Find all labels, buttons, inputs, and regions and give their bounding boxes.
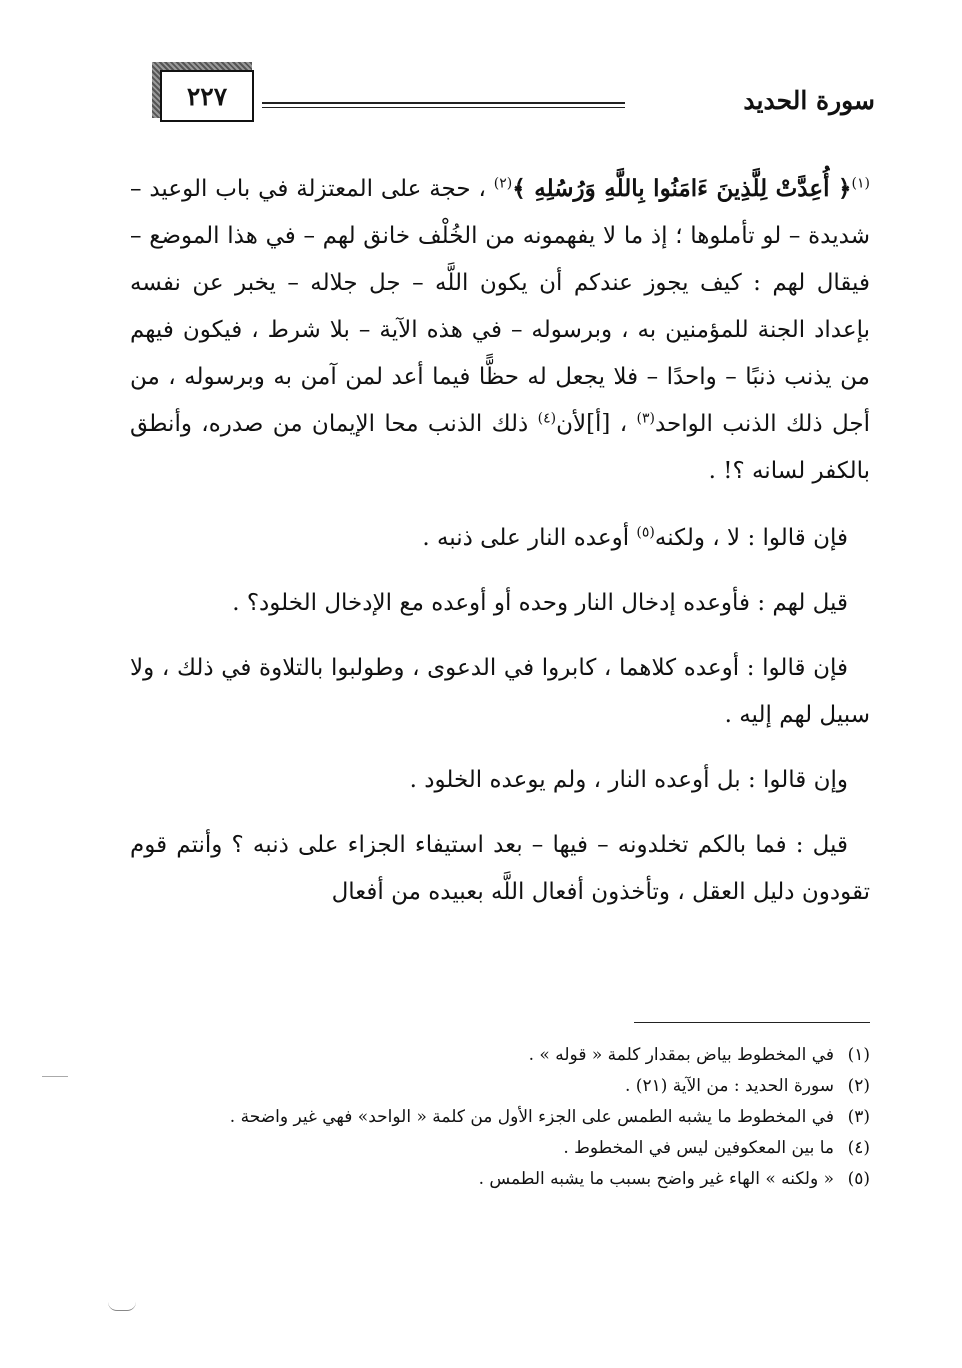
footnote-text: في المخطوط بياض بمقدار كلمة « قوله » . (528, 1045, 834, 1065)
paragraph-5: وإن قالوا : بل أوعده النار ، ولم يوعده الخلود . (409, 767, 848, 793)
footnote-3 (130, 1102, 870, 1133)
page-number-box (152, 62, 258, 124)
footnote-text: في المخطوط ما يشبه الطمس على الجزء الأول من كلمة « الواحد» فهي غير واضحة . (229, 1107, 834, 1127)
page-header (140, 62, 875, 132)
paragraph-1-text-a: ، حجة على المعتزلة في باب الوعيد – شديدة – لو تأملوها ؛ إذ ما لا يفهمونه من الخُلْف خانق لهم – في هذا الموضع – فيقال لهم : كيف يجوز عندكم أن يكون اللَّه – جل جلاله – يخبر عن نفسه بإعداد الجنة للمؤمنين به ، وبرسوله – في هذه الآية – بلا شرط ، فيكون فيهم من يذنب ذنبًا – واحدًا – فلا يجعل له حظًّا فيما أعد لمن آمن به وبرسوله ، من أجل ذلك الذنب الواحد (130, 176, 870, 437)
footnote-1 (130, 1040, 870, 1071)
paragraph-2-text-a: فإن قالوا : لا ، ولكنه (654, 525, 848, 551)
footnote-ref-4: (٤) (537, 410, 557, 427)
paragraph-4: فإن قالوا : أوعده كلاهما ، كابروا في الدعوى ، وطولبوا بالتلاوة في ذلك ، ولا سبيل لهم إليه . (130, 655, 870, 728)
quran-verse: ﴿ أُعِدَّتْ لِلَّذِينَ ءَامَنُوا بِاللَّهِ وَرُسُلِهِ ﴾ (512, 175, 852, 202)
footnote-number: (٥) (847, 1169, 870, 1189)
footnote-2 (130, 1071, 870, 1102)
footnote-4 (130, 1133, 870, 1164)
paragraph-3: قيل لهم : فأوعده إدخال النار وحده أو أوعده مع الإدخال الخلود؟ . (232, 590, 848, 616)
scan-mark (42, 1076, 68, 1077)
footnote-text: سورة الحديد : من الآية (٢١) . (624, 1076, 834, 1096)
footnote-number: (٢) (847, 1076, 870, 1096)
footnote-number: (١) (847, 1045, 870, 1065)
paragraph-2-text-b: أوعده النار على ذنبه . (422, 525, 630, 551)
footnote-ref-5: (٥) (636, 524, 655, 541)
footnote-separator (634, 1022, 870, 1023)
paragraph-1 (130, 165, 870, 495)
footnote-ref-3: (٣) (636, 410, 655, 427)
page-number: ٢٢٧ (160, 70, 254, 122)
footnote-number: (٤) (847, 1138, 870, 1158)
paragraph-2 (130, 515, 870, 562)
footnote-5 (130, 1164, 870, 1195)
main-text (130, 165, 870, 934)
footnote-ref-2: (٢) (493, 175, 513, 192)
footnotes-list (130, 1040, 870, 1195)
paragraph-1-text-b: ، [أ]لأن (556, 411, 628, 437)
paragraph-1-text-c: ذلك الذنب محا الإيمان من صدره، وأنطق بالكفر لسانه ؟! . (130, 411, 870, 484)
header-rule (262, 102, 625, 108)
footnote-text: ما بين المعكوفين ليس في المخطوط . (563, 1138, 834, 1158)
scan-mark (108, 1302, 136, 1311)
footnote-text: « ولكنه » الهاء غير واضح بسبب ما يشبه الطمس . (478, 1169, 834, 1189)
footnote-ref-1: (١) (851, 175, 870, 192)
paragraph-6: قيل : فما بالكم تخلدونه – فيها – بعد استيفاء الجزاء على ذنبه ؟ وأنتم قوم تقودون دليل العقل ، وتأخذون أفعال اللَّه بعبيده من أفعال (130, 832, 870, 905)
surah-title: سورة الحديد (743, 86, 875, 115)
footnote-number: (٣) (847, 1107, 870, 1127)
